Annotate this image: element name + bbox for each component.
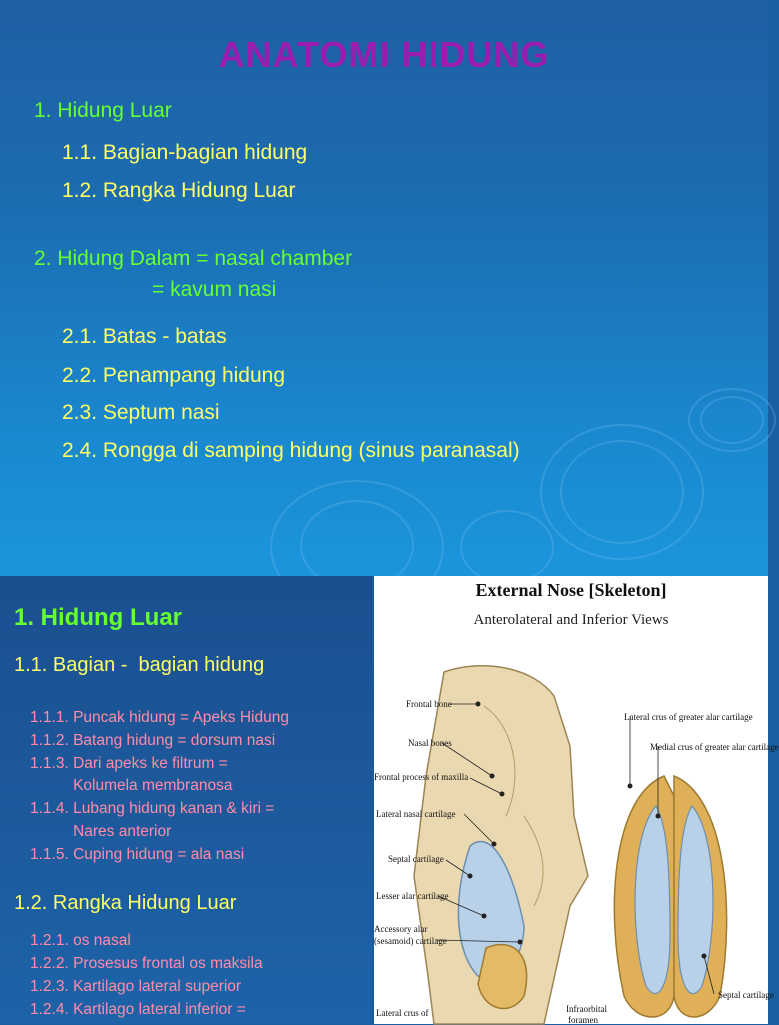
subsection-heading-1-1: 1.1. Bagian - bagian hidung — [14, 654, 265, 676]
label-medial-crus-greater-alar: Medial crus of greater alar cartilage — [650, 742, 779, 752]
outline-item-2-4: 2.4. Rongga di samping hidung (sinus paranasal) — [62, 439, 520, 462]
section-heading: 1. Hidung Luar — [14, 604, 182, 631]
label-accessory-alar: Accessory alar — [374, 924, 428, 934]
list-item: Kolumela membranosa — [30, 777, 233, 794]
label-septal-cartilage-left: Septal cartilage — [388, 854, 444, 864]
slide-hidung-luar — [0, 576, 779, 1025]
list-item: 1.2.1. os nasal — [30, 932, 131, 949]
subsection-heading-1-2: 1.2. Rangka Hidung Luar — [14, 892, 237, 914]
list-item: 1.1.3. Dari apeks ke filtrum = — [30, 755, 228, 772]
label-foramen: foramen — [568, 1015, 598, 1025]
list-item: 1.1.4. Lubang hidung kanan & kiri = — [30, 800, 275, 817]
label-lesser-alar-cartilage: Lesser alar cartilage — [376, 891, 449, 901]
outline-item-1: 1. Hidung Luar — [34, 99, 172, 122]
decor-ripple — [688, 388, 776, 452]
nose-skeleton-illustration — [374, 576, 768, 1024]
list-item: Nares anterior — [30, 823, 172, 840]
outline-item-2-cont: = kavum nasi — [152, 278, 277, 301]
label-lateral-crus-greater-alar: Lateral crus of greater alar cartilage — [624, 712, 753, 722]
decor-ripple — [460, 510, 554, 584]
list-item: 1.2.2. Prosesus frontal os maksila — [30, 955, 263, 972]
figure-title: External Nose [Skeleton] — [475, 580, 667, 600]
outline-item-2-2: 2.2. Penampang hidung — [62, 364, 286, 387]
label-septal-cartilage-right: Septal cartilage — [718, 990, 774, 1000]
text-panel — [0, 576, 372, 1024]
label-lateral-crus-of: Lateral crus of — [376, 1008, 429, 1018]
list-item: 1.1.2. Batang hidung = dorsum nasi — [30, 732, 276, 749]
outline-item-1-2: 1.2. Rangka Hidung Luar — [62, 179, 296, 202]
label-frontal-process: Frontal process of maxilla — [374, 772, 469, 782]
figure-subtitle: Anterolateral and Inferior Views — [473, 612, 669, 628]
list-item: 1.2.4. Kartilago lateral inferior = — [30, 1001, 246, 1018]
list-item: 1.1.5. Cuping hidung = ala nasi — [30, 846, 245, 863]
label-nasal-bones: Nasal bones — [408, 738, 452, 748]
label-infraorbital: Infraorbital — [566, 1004, 607, 1014]
outline-item-2-1: 2.1. Batas - batas — [62, 325, 227, 348]
decor-ripple — [540, 424, 704, 560]
label-lateral-nasal-cartilage: Lateral nasal cartilage — [376, 809, 456, 819]
slide-title: ANATOMI HIDUNG — [218, 34, 550, 75]
anatomy-figure — [374, 576, 779, 1025]
label-sesamoid-cartilage: (sesamoid) cartilage — [374, 936, 447, 946]
outline-item-2-3: 2.3. Septum nasi — [62, 401, 220, 424]
outline-item-1-1: 1.1. Bagian-bagian hidung — [62, 141, 308, 164]
list-item: 1.1.1. Puncak hidung = Apeks Hidung — [30, 709, 289, 726]
list-item: 1.2.3. Kartilago lateral superior — [30, 978, 242, 995]
outline-item-2: 2. Hidung Dalam = nasal chamber — [34, 247, 353, 270]
label-frontal-bone: Frontal bone — [406, 699, 452, 709]
